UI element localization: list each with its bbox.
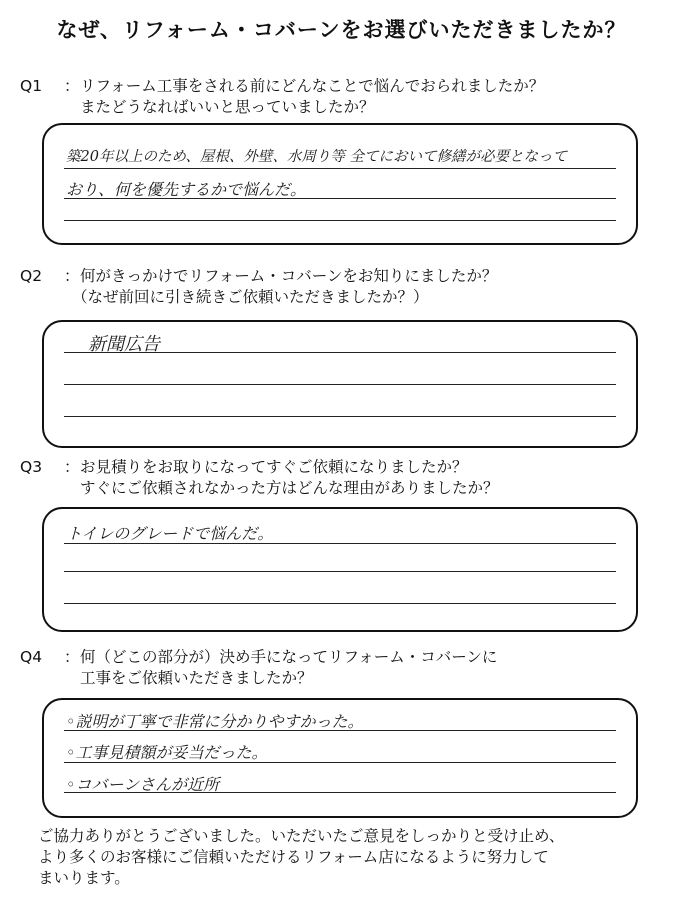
- question-4-number: Q4: [20, 648, 43, 666]
- answer-4-box: [42, 698, 638, 818]
- answer-line: [64, 416, 616, 417]
- survey-title: なぜ、リフォーム・コバーンをお選びいただきましたか？: [56, 18, 627, 42]
- question-1-number: Q1: [20, 77, 43, 95]
- question-3: [20, 457, 499, 499]
- answer-line: [64, 384, 616, 385]
- answer-1-box: [42, 123, 638, 245]
- question-3-number: Q3: [20, 458, 43, 476]
- question-4-colon: ：: [64, 648, 80, 666]
- question-2-line-2: （なぜ前回に引き続きご依頼いただきましたか？）: [72, 288, 429, 306]
- question-4-line-2: 工事をご依頼いただきましたか？: [80, 669, 313, 687]
- answer-1-text-line-1: 築20年以上のため、屋根、外壁、水周り等 全てにおいて修繕が必要となって: [66, 149, 567, 165]
- question-1: [20, 76, 544, 118]
- question-1-line-2: またどうなればいいと思っていましたか？: [80, 98, 375, 116]
- answer-line: [64, 571, 616, 572]
- answer-2-box: [42, 320, 638, 448]
- question-3-line-2: すぐにご依頼されなかった方はどんな理由がありましたか？: [80, 479, 499, 497]
- question-3-colon: ：: [64, 458, 80, 476]
- answer-3-text: トイレのグレードで悩んだ。: [66, 524, 274, 543]
- closing-message: [38, 826, 564, 889]
- question-2-colon: ：: [64, 267, 80, 285]
- closing-message-line-1: ご協力ありがとうございました。いただいたご意見をしっかりと受け止め、: [38, 827, 565, 845]
- closing-message-line-3: まいります。: [38, 869, 130, 887]
- answer-4-text-line-1: ◦説明が丁寧で非常に分かりやすかった。: [66, 712, 364, 731]
- answer-2-text: 新聞広告: [88, 334, 160, 355]
- question-4-line-1: 何（どこの部分が）決め手になってリフォーム・コバーンに: [80, 648, 498, 666]
- answer-line: [64, 220, 616, 221]
- answer-4-text-line-2: ◦工事見積額が妥当だった。: [66, 743, 268, 762]
- question-2-line-1: 何がきっかけでリフォーム・コバーンをお知りにましたか？: [80, 267, 498, 285]
- question-3-line-1: お見積りをお取りになってすぐご依頼になりましたか？: [80, 458, 468, 476]
- question-1-colon: ：: [64, 77, 80, 95]
- question-2: [20, 266, 497, 308]
- question-2-number: Q2: [20, 267, 43, 285]
- question-4: [20, 647, 497, 689]
- answer-line: [64, 603, 616, 604]
- closing-message-line-2: より多くのお客様にご信頼いただけるリフォーム店になるように努力して: [38, 848, 549, 866]
- answer-1-text-line-2: おり、何を優先するかで悩んだ。: [66, 180, 307, 199]
- answer-3-box: [42, 507, 638, 632]
- question-1-line-1: リフォーム工事をされる前にどんなことで悩んでおられましたか？: [80, 77, 545, 95]
- answer-line: [64, 168, 616, 169]
- answer-4-text-line-3: ◦コバーンさんが近所: [66, 775, 220, 794]
